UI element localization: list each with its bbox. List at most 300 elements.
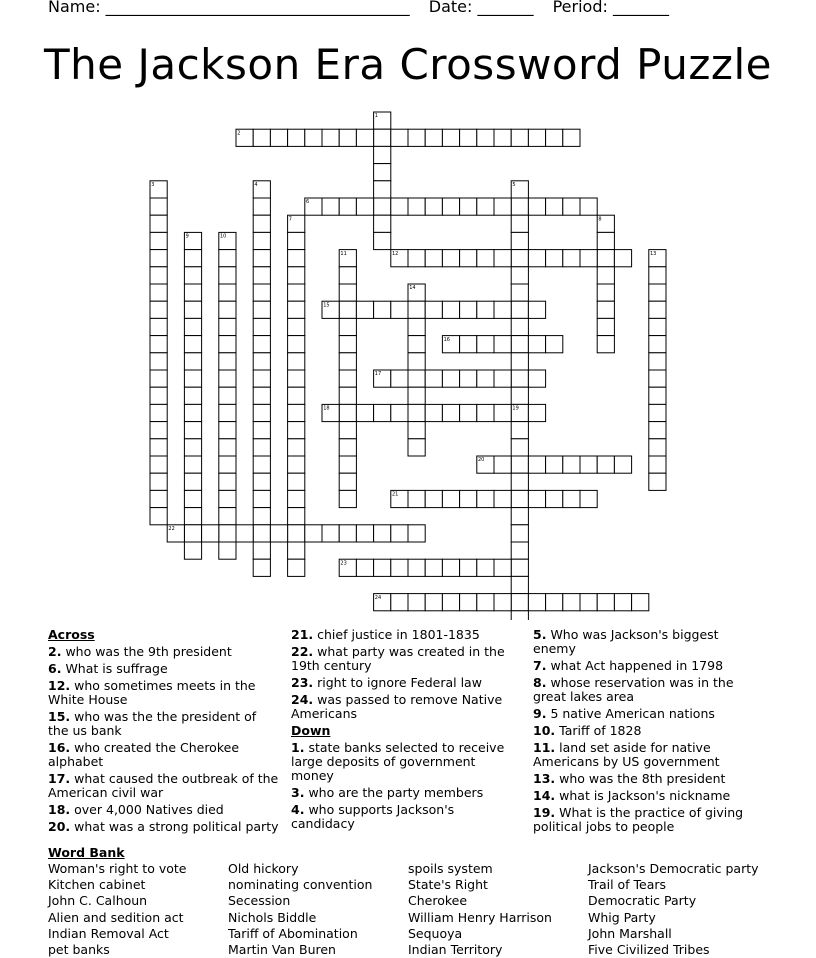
grid-cell[interactable] [632, 594, 649, 611]
grid-cell[interactable] [614, 594, 631, 611]
grid-cell[interactable] [649, 336, 666, 353]
grid-cell[interactable] [477, 594, 494, 611]
grid-cell[interactable] [649, 318, 666, 335]
grid-cell[interactable] [150, 267, 167, 284]
grid-cell[interactable] [494, 198, 511, 215]
grid-cell[interactable] [580, 594, 597, 611]
grid-cell[interactable] [236, 525, 253, 542]
grid-cell[interactable] [322, 129, 339, 146]
grid-cell[interactable] [442, 404, 459, 421]
grid-cell[interactable] [528, 456, 545, 473]
grid-cell[interactable] [253, 232, 270, 249]
grid-cell[interactable] [219, 284, 236, 301]
grid-cell[interactable] [511, 559, 528, 576]
grid-cell[interactable] [597, 250, 614, 267]
grid-cell[interactable] [184, 456, 201, 473]
grid-cell[interactable] [253, 284, 270, 301]
grid-cell[interactable] [649, 473, 666, 490]
grid-cell[interactable] [511, 301, 528, 318]
grid-cell[interactable] [219, 456, 236, 473]
grid-cell[interactable] [288, 284, 305, 301]
grid-cell[interactable] [270, 525, 287, 542]
grid-cell[interactable] [339, 422, 356, 439]
grid-cell[interactable] [374, 232, 391, 249]
grid-cell[interactable] [494, 129, 511, 146]
grid-cell[interactable] [150, 387, 167, 404]
grid-cell[interactable] [546, 198, 563, 215]
grid-cell[interactable] [528, 129, 545, 146]
grid-cell[interactable] [322, 525, 339, 542]
grid-cell[interactable] [219, 318, 236, 335]
grid-cell[interactable] [184, 490, 201, 507]
grid-cell[interactable] [219, 473, 236, 490]
grid-cell[interactable] [580, 198, 597, 215]
grid-cell[interactable] [391, 404, 408, 421]
grid-cell[interactable] [425, 370, 442, 387]
grid-cell[interactable] [494, 250, 511, 267]
grid-cell[interactable] [528, 370, 545, 387]
grid-cell[interactable] [528, 250, 545, 267]
grid-cell[interactable] [442, 129, 459, 146]
grid-cell[interactable] [339, 387, 356, 404]
grid-cell[interactable] [339, 525, 356, 542]
grid-cell[interactable] [288, 404, 305, 421]
grid-cell[interactable] [408, 559, 425, 576]
grid-cell[interactable] [597, 336, 614, 353]
grid-cell[interactable] [339, 284, 356, 301]
grid-cell[interactable] [460, 301, 477, 318]
grid-cell[interactable] [150, 353, 167, 370]
grid-cell[interactable] [477, 301, 494, 318]
grid-cell[interactable] [184, 284, 201, 301]
grid-cell[interactable] [425, 250, 442, 267]
grid-cell[interactable] [546, 490, 563, 507]
grid-cell[interactable] [219, 370, 236, 387]
grid-cell[interactable] [150, 370, 167, 387]
grid-cell[interactable] [253, 318, 270, 335]
grid-cell[interactable] [442, 490, 459, 507]
grid-cell[interactable] [528, 301, 545, 318]
grid-cell[interactable] [253, 422, 270, 439]
grid-cell[interactable] [356, 404, 373, 421]
grid-cell[interactable] [477, 404, 494, 421]
grid-cell[interactable] [460, 559, 477, 576]
grid-cell[interactable] [511, 267, 528, 284]
grid-cell[interactable] [408, 439, 425, 456]
period-field[interactable]: Period: _______ [552, 0, 669, 16]
grid-cell[interactable] [374, 215, 391, 232]
grid-cell[interactable] [270, 129, 287, 146]
grid-cell[interactable] [150, 404, 167, 421]
grid-cell[interactable] [528, 594, 545, 611]
grid-cell[interactable] [253, 370, 270, 387]
grid-cell[interactable] [460, 198, 477, 215]
grid-cell[interactable] [184, 508, 201, 525]
grid-cell[interactable] [374, 559, 391, 576]
grid-cell[interactable] [511, 284, 528, 301]
grid-cell[interactable] [649, 404, 666, 421]
grid-cell[interactable] [184, 525, 201, 542]
grid-cell[interactable] [649, 387, 666, 404]
grid-cell[interactable] [511, 318, 528, 335]
grid-cell[interactable] [563, 250, 580, 267]
grid-cell[interactable] [253, 439, 270, 456]
grid-cell[interactable] [649, 353, 666, 370]
grid-cell[interactable] [408, 318, 425, 335]
grid-cell[interactable] [253, 198, 270, 215]
grid-cell[interactable] [253, 508, 270, 525]
grid-cell[interactable] [288, 473, 305, 490]
grid-cell[interactable] [322, 198, 339, 215]
grid-cell[interactable] [219, 439, 236, 456]
grid-cell[interactable] [339, 353, 356, 370]
grid-cell[interactable] [477, 370, 494, 387]
grid-cell[interactable] [408, 129, 425, 146]
grid-cell[interactable] [288, 370, 305, 387]
grid-cell[interactable] [339, 473, 356, 490]
grid-cell[interactable] [339, 370, 356, 387]
grid-cell[interactable] [150, 284, 167, 301]
grid-cell[interactable] [408, 353, 425, 370]
grid-cell[interactable] [219, 353, 236, 370]
grid-cell[interactable] [563, 129, 580, 146]
name-field[interactable]: Name: ______________________________________ [48, 0, 410, 16]
grid-cell[interactable] [150, 198, 167, 215]
grid-cell[interactable] [184, 439, 201, 456]
grid-cell[interactable] [339, 318, 356, 335]
grid-cell[interactable] [460, 129, 477, 146]
grid-cell[interactable] [425, 559, 442, 576]
grid-cell[interactable] [184, 473, 201, 490]
grid-cell[interactable] [408, 301, 425, 318]
grid-cell[interactable] [442, 250, 459, 267]
grid-cell[interactable] [649, 456, 666, 473]
grid-cell[interactable] [356, 129, 373, 146]
grid-cell[interactable] [356, 198, 373, 215]
grid-cell[interactable] [494, 456, 511, 473]
grid-cell[interactable] [150, 215, 167, 232]
grid-cell[interactable] [150, 490, 167, 507]
word-bank-item: Democratic Party [588, 893, 697, 909]
grid-cell[interactable] [374, 164, 391, 181]
grid-cell[interactable] [442, 594, 459, 611]
grid-cell[interactable] [184, 250, 201, 267]
grid-cell[interactable] [219, 508, 236, 525]
grid-cell[interactable] [150, 473, 167, 490]
grid-cell[interactable] [339, 301, 356, 318]
grid-cell[interactable] [408, 404, 425, 421]
grid-cell[interactable] [649, 284, 666, 301]
grid-cell[interactable] [408, 525, 425, 542]
grid-cell[interactable] [339, 404, 356, 421]
grid-cell[interactable] [253, 129, 270, 146]
grid-cell[interactable] [408, 198, 425, 215]
grid-cell[interactable] [511, 387, 528, 404]
grid-cell[interactable] [546, 456, 563, 473]
grid-cell[interactable] [339, 336, 356, 353]
grid-cell[interactable] [649, 422, 666, 439]
grid-cell[interactable] [253, 301, 270, 318]
grid-cell[interactable] [425, 198, 442, 215]
grid-cell[interactable] [597, 267, 614, 284]
grid-cell[interactable] [305, 525, 322, 542]
grid-cell[interactable] [546, 336, 563, 353]
grid-cell[interactable] [460, 336, 477, 353]
grid-cell[interactable] [563, 490, 580, 507]
grid-cell[interactable] [288, 559, 305, 576]
grid-cell[interactable] [511, 576, 528, 593]
grid-cell[interactable] [408, 250, 425, 267]
grid-cell[interactable] [253, 456, 270, 473]
grid-cell[interactable] [391, 594, 408, 611]
grid-cell[interactable] [460, 490, 477, 507]
grid-cell[interactable] [408, 422, 425, 439]
grid-cell[interactable] [253, 404, 270, 421]
grid-cell[interactable] [511, 473, 528, 490]
grid-cell[interactable] [494, 559, 511, 576]
grid-cell[interactable] [253, 250, 270, 267]
grid-cell[interactable] [494, 594, 511, 611]
grid-cell[interactable] [253, 525, 270, 542]
grid-cell[interactable] [374, 301, 391, 318]
grid-cell[interactable] [374, 181, 391, 198]
grid-cell[interactable] [219, 387, 236, 404]
grid-cell[interactable] [546, 250, 563, 267]
grid-cell[interactable] [477, 129, 494, 146]
grid-cell[interactable] [614, 456, 631, 473]
grid-cell[interactable] [511, 353, 528, 370]
grid-cell[interactable] [150, 456, 167, 473]
grid-cell[interactable] [391, 370, 408, 387]
grid-cell[interactable] [528, 336, 545, 353]
grid-cell[interactable] [563, 594, 580, 611]
grid-cell[interactable] [339, 129, 356, 146]
grid-cell[interactable] [288, 318, 305, 335]
grid-cell[interactable] [184, 353, 201, 370]
grid-cell[interactable] [408, 594, 425, 611]
grid-cell[interactable] [288, 353, 305, 370]
grid-cell[interactable] [477, 250, 494, 267]
grid-cell[interactable] [546, 129, 563, 146]
grid-cell[interactable] [374, 198, 391, 215]
grid-cell[interactable] [219, 250, 236, 267]
grid-cell[interactable] [288, 267, 305, 284]
grid-cell[interactable] [219, 404, 236, 421]
grid-cell[interactable] [253, 490, 270, 507]
grid-cell[interactable] [184, 267, 201, 284]
grid-cell[interactable] [597, 301, 614, 318]
grid-cell[interactable] [339, 456, 356, 473]
grid-cell[interactable] [580, 250, 597, 267]
grid-cell[interactable] [288, 439, 305, 456]
grid-cell[interactable] [150, 508, 167, 525]
grid-cell[interactable] [511, 232, 528, 249]
grid-cell[interactable] [511, 336, 528, 353]
grid-cell[interactable] [494, 370, 511, 387]
grid-cell[interactable] [184, 387, 201, 404]
grid-cell[interactable] [339, 490, 356, 507]
grid-cell[interactable] [580, 490, 597, 507]
grid-cell[interactable] [511, 594, 528, 611]
grid-cell[interactable] [391, 129, 408, 146]
grid-cell[interactable] [288, 508, 305, 525]
grid-cell[interactable] [494, 404, 511, 421]
grid-cell[interactable] [477, 198, 494, 215]
grid-cell[interactable] [460, 404, 477, 421]
grid-cell[interactable] [219, 490, 236, 507]
grid-cell[interactable] [511, 490, 528, 507]
grid-cell[interactable] [150, 301, 167, 318]
grid-cell[interactable] [649, 370, 666, 387]
grid-cell[interactable] [219, 301, 236, 318]
grid-cell[interactable] [374, 525, 391, 542]
grid-cell[interactable] [649, 439, 666, 456]
grid-cell[interactable] [494, 490, 511, 507]
grid-cell[interactable] [649, 301, 666, 318]
grid-cell[interactable] [184, 404, 201, 421]
grid-cell[interactable] [202, 525, 219, 542]
grid-cell[interactable] [374, 129, 391, 146]
grid-cell[interactable] [253, 336, 270, 353]
grid-cell[interactable] [253, 353, 270, 370]
grid-cell[interactable] [597, 318, 614, 335]
grid-cell[interactable] [442, 559, 459, 576]
grid-cell[interactable] [511, 370, 528, 387]
grid-cell[interactable] [477, 336, 494, 353]
grid-cell[interactable] [425, 129, 442, 146]
grid-cell[interactable] [425, 594, 442, 611]
grid-cell[interactable] [442, 370, 459, 387]
grid-cell[interactable] [391, 198, 408, 215]
grid-cell[interactable] [374, 146, 391, 163]
grid-cell[interactable] [425, 301, 442, 318]
grid-cell[interactable] [253, 215, 270, 232]
grid-cell[interactable] [356, 301, 373, 318]
grid-cell[interactable] [460, 250, 477, 267]
grid-cell[interactable] [442, 198, 459, 215]
grid-cell[interactable] [219, 267, 236, 284]
grid-cell[interactable] [150, 336, 167, 353]
grid-cell[interactable] [511, 129, 528, 146]
grid-cell[interactable] [288, 525, 305, 542]
grid-cell[interactable] [408, 370, 425, 387]
grid-cell[interactable] [184, 336, 201, 353]
grid-cell[interactable] [511, 525, 528, 542]
grid-cell[interactable] [425, 490, 442, 507]
grid-cell[interactable] [425, 404, 442, 421]
clue-number: 10 [220, 233, 227, 240]
grid-cell[interactable] [253, 559, 270, 576]
clue-down-5: 5. Who was Jackson's biggest enemy [533, 627, 719, 656]
grid-cell[interactable] [253, 387, 270, 404]
grid-cell[interactable] [511, 542, 528, 559]
grid-cell[interactable] [288, 250, 305, 267]
grid-cell[interactable] [494, 301, 511, 318]
grid-cell[interactable] [288, 387, 305, 404]
grid-cell[interactable] [288, 490, 305, 507]
grid-cell[interactable] [253, 542, 270, 559]
grid-cell[interactable] [184, 301, 201, 318]
grid-cell[interactable] [511, 456, 528, 473]
grid-cell[interactable] [528, 404, 545, 421]
grid-cell[interactable] [511, 250, 528, 267]
grid-cell[interactable] [253, 473, 270, 490]
grid-cell[interactable] [408, 336, 425, 353]
grid-cell[interactable] [511, 508, 528, 525]
grid-cell[interactable] [649, 267, 666, 284]
grid-cell[interactable] [460, 370, 477, 387]
grid-cell[interactable] [546, 594, 563, 611]
grid-cell[interactable] [184, 370, 201, 387]
grid-cell[interactable] [597, 456, 614, 473]
grid-cell[interactable] [374, 404, 391, 421]
grid-cell[interactable] [184, 318, 201, 335]
grid-cell[interactable] [150, 250, 167, 267]
grid-cell[interactable] [408, 490, 425, 507]
grid-cell[interactable] [288, 456, 305, 473]
grid-cell[interactable] [184, 542, 201, 559]
grid-cell[interactable] [408, 387, 425, 404]
grid-cell[interactable] [219, 525, 236, 542]
grid-cell[interactable] [494, 336, 511, 353]
grid-cell[interactable] [511, 198, 528, 215]
grid-cell[interactable] [391, 301, 408, 318]
grid-cell[interactable] [288, 422, 305, 439]
grid-cell[interactable] [288, 129, 305, 146]
date-field[interactable]: Date: _______ [428, 0, 534, 16]
grid-cell[interactable] [150, 439, 167, 456]
grid-cell[interactable] [288, 542, 305, 559]
grid-cell[interactable] [339, 439, 356, 456]
grid-cell[interactable] [511, 439, 528, 456]
grid-cell[interactable] [580, 456, 597, 473]
grid-cell[interactable] [597, 284, 614, 301]
grid-cell[interactable] [150, 232, 167, 249]
grid-cell[interactable] [511, 215, 528, 232]
grid-cell[interactable] [597, 232, 614, 249]
grid-cell[interactable] [460, 594, 477, 611]
grid-cell[interactable] [563, 198, 580, 215]
grid-cell[interactable] [219, 422, 236, 439]
grid-cell[interactable] [253, 267, 270, 284]
grid-cell[interactable] [339, 198, 356, 215]
grid-cell[interactable] [528, 490, 545, 507]
grid-cell[interactable] [528, 198, 545, 215]
grid-cell[interactable] [511, 611, 528, 620]
grid-cell[interactable] [288, 232, 305, 249]
grid-cell[interactable] [391, 559, 408, 576]
grid-cell[interactable] [511, 422, 528, 439]
grid-cell[interactable] [305, 129, 322, 146]
grid-cell[interactable] [563, 456, 580, 473]
grid-cell[interactable] [288, 301, 305, 318]
grid-cell[interactable] [614, 250, 631, 267]
grid-cell[interactable] [477, 490, 494, 507]
grid-cell[interactable] [339, 267, 356, 284]
grid-cell[interactable] [442, 301, 459, 318]
grid-cell[interactable] [477, 559, 494, 576]
grid-cell[interactable] [391, 525, 408, 542]
grid-cell[interactable] [150, 422, 167, 439]
grid-cell[interactable] [184, 422, 201, 439]
grid-cell[interactable] [219, 542, 236, 559]
grid-cell[interactable] [356, 525, 373, 542]
grid-cell[interactable] [150, 318, 167, 335]
grid-cell[interactable] [288, 336, 305, 353]
grid-cell[interactable] [597, 594, 614, 611]
grid-cell[interactable] [356, 559, 373, 576]
grid-cell[interactable] [219, 336, 236, 353]
